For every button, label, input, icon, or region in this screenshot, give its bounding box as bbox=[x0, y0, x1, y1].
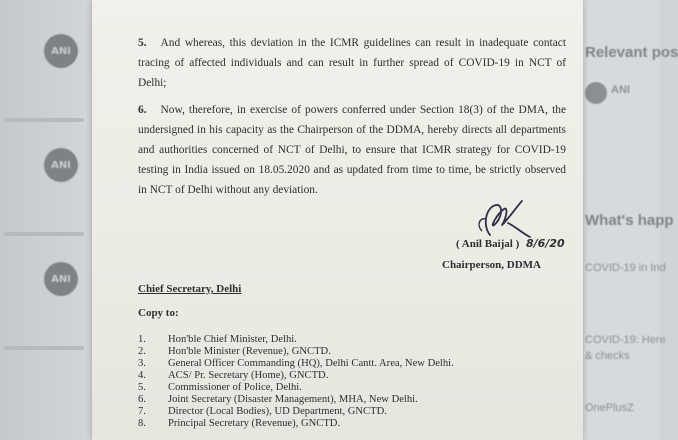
relevant-heading: Relevant pos bbox=[585, 44, 678, 61]
background-divider bbox=[4, 346, 84, 350]
whats-happening-heading: What's happ bbox=[585, 212, 674, 229]
paragraph-text: And whereas, this deviation in the ICMR guidelines can result in inadequate contact tracing of affected individuals and can result in further spread of COVID-19 in NCT of Delhi; bbox=[138, 37, 566, 89]
background-divider bbox=[4, 118, 84, 122]
paragraph-text: Now, therefore, in exercise of powers conferred under Section 18(3) of the DMA, the undersigned in his capacity as the Chairperson of the DDMA, hereby directs all departments and authorities concerned of NCT of Delhi, to ensure that ICMR strategy for COVID-19 testing in India issued on 18.05.2020 and as updated from time to time, be strictly observed in NCT of Delhi without any deviation. bbox=[138, 104, 566, 196]
paragraph-5 bbox=[138, 33, 566, 93]
list-item: 6. Joint Secretary (Disaster Management), MHA, New Delhi. bbox=[138, 394, 418, 405]
list-item: 4. ACS/ Pr. Secretary (Home), GNCTD. bbox=[138, 370, 329, 381]
trend-item: COVID-19: Here bbox=[585, 334, 666, 346]
ani-logo-icon: ANI bbox=[44, 148, 78, 182]
paragraph-number: 5. bbox=[138, 37, 147, 49]
ani-logo-icon: ANI bbox=[44, 34, 78, 68]
paragraph-6 bbox=[138, 100, 566, 200]
trend-item: COVID-19 in Ind bbox=[585, 262, 666, 274]
background-right-panel bbox=[583, 0, 678, 440]
signatory-designation: Chairperson, DDMA bbox=[442, 259, 541, 271]
paragraph-number: 6. bbox=[138, 104, 147, 116]
list-item: 7. Director (Local Bodies), UD Department, GNCTD. bbox=[138, 406, 387, 417]
ani-avatar-icon bbox=[585, 82, 607, 104]
copy-to-label: Copy to: bbox=[138, 307, 179, 319]
background-divider bbox=[4, 232, 84, 236]
list-item: 1. Hon'ble Chief Minister, Delhi. bbox=[138, 334, 297, 345]
signature-date: 8/6/20 bbox=[526, 237, 565, 250]
account-name: ANI bbox=[611, 84, 630, 96]
signatory-name: ( Anil Baijal ) 8/6/20 bbox=[456, 237, 565, 250]
background-left-panel bbox=[0, 0, 92, 440]
list-item: 2. Hon'ble Minister (Revenue), GNCTD. bbox=[138, 346, 331, 357]
trend-item: & checks bbox=[585, 350, 630, 362]
addressee: Chief Secretary, Delhi bbox=[138, 283, 242, 295]
list-item: 8. Principal Secretary (Revenue), GNCTD. bbox=[138, 418, 341, 429]
list-item: 3. General Officer Commanding (HQ), Delhi Cantt. Area, New Delhi. bbox=[138, 358, 454, 369]
ani-logo-icon: ANI bbox=[44, 262, 78, 296]
list-item: 5. Commissioner of Police, Delhi. bbox=[138, 382, 302, 393]
trend-item: OnePlusZ bbox=[585, 402, 634, 414]
document-page bbox=[92, 0, 583, 440]
